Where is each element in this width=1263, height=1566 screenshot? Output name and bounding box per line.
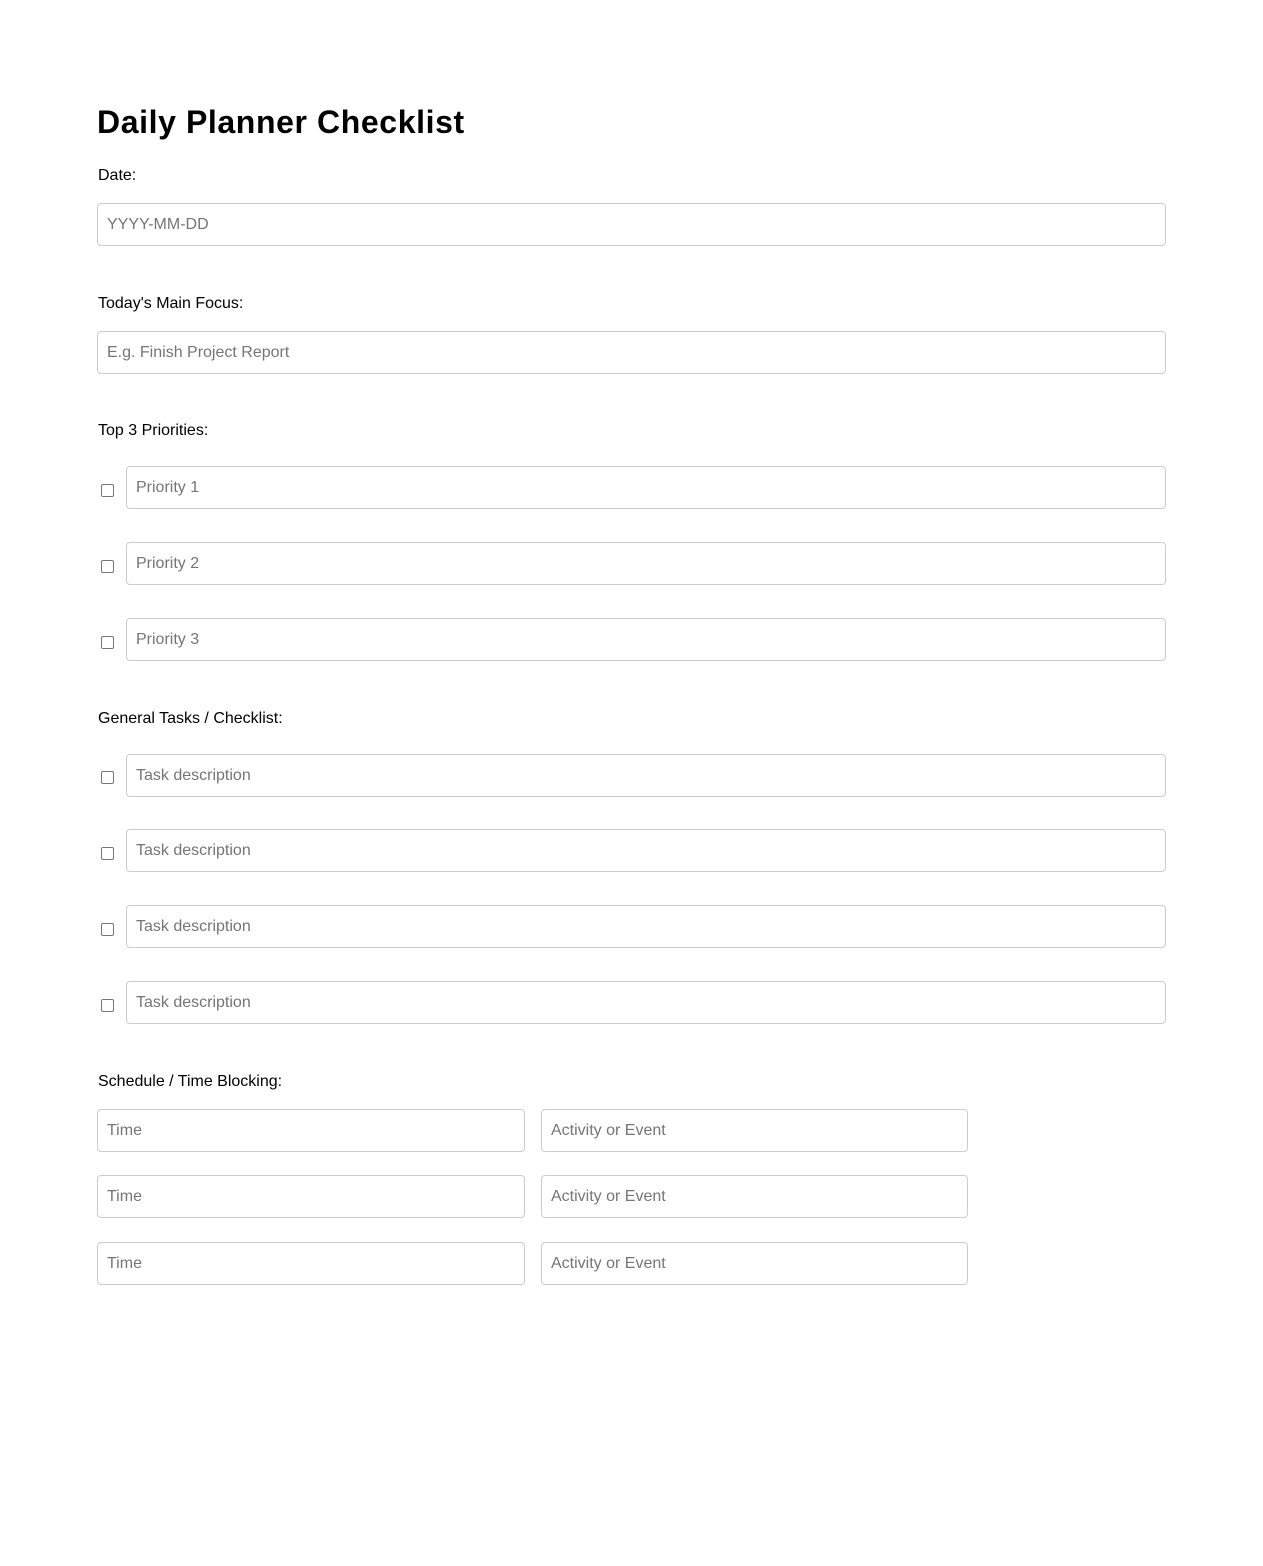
priority-1-input[interactable]	[126, 466, 1166, 509]
priority-2-input[interactable]	[126, 542, 1166, 585]
task-2-input[interactable]	[126, 829, 1166, 872]
schedule-1-time-input[interactable]	[97, 1109, 525, 1152]
page-title: Daily Planner Checklist	[97, 104, 465, 140]
priorities-label: Top 3 Priorities:	[98, 422, 209, 439]
task-1-input[interactable]	[126, 754, 1166, 797]
task-3-input[interactable]	[126, 905, 1166, 948]
schedule-3-activity-input[interactable]	[541, 1242, 968, 1285]
priority-2-checkbox[interactable]	[101, 560, 114, 573]
tasks-label: General Tasks / Checklist:	[98, 710, 283, 727]
schedule-2-activity-input[interactable]	[541, 1175, 968, 1218]
priority-1-checkbox[interactable]	[101, 484, 114, 497]
priority-3-checkbox[interactable]	[101, 636, 114, 649]
task-1-checkbox[interactable]	[101, 771, 114, 784]
task-2-checkbox[interactable]	[101, 847, 114, 860]
schedule-3-time-input[interactable]	[97, 1242, 525, 1285]
task-4-checkbox[interactable]	[101, 999, 114, 1012]
task-4-input[interactable]	[126, 981, 1166, 1024]
priority-3-input[interactable]	[126, 618, 1166, 661]
date-label: Date:	[98, 167, 137, 184]
main-focus-label: Today's Main Focus:	[98, 295, 244, 312]
main-focus-input[interactable]	[97, 331, 1166, 374]
schedule-1-activity-input[interactable]	[541, 1109, 968, 1152]
task-3-checkbox[interactable]	[101, 923, 114, 936]
date-input[interactable]	[97, 203, 1166, 246]
schedule-label: Schedule / Time Blocking:	[98, 1073, 283, 1090]
schedule-2-time-input[interactable]	[97, 1175, 525, 1218]
